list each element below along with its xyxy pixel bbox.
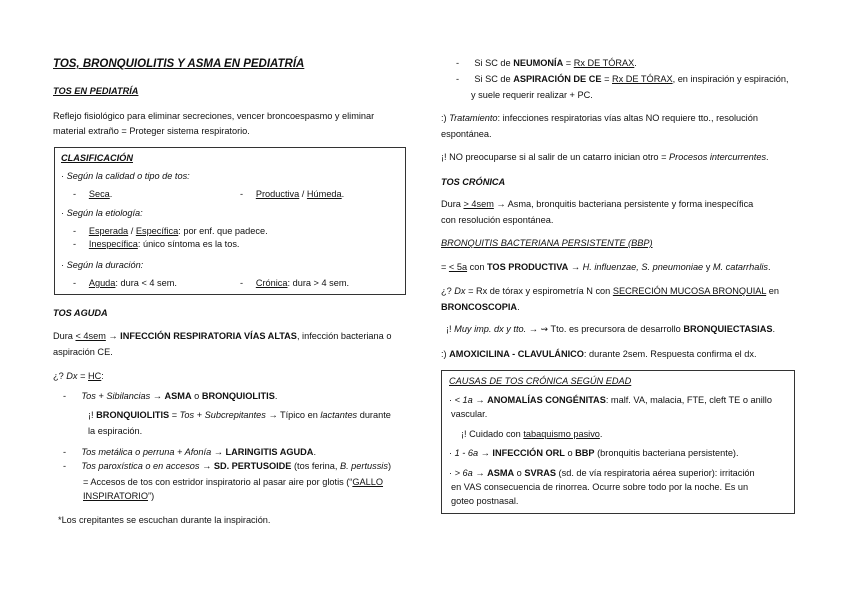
dx-term: Dx (454, 286, 466, 296)
aguda-dura-line (53, 331, 391, 341)
tratamiento-term: Tratamiento (449, 113, 498, 123)
arrow: → (478, 448, 493, 458)
heading-tos-cronica: TOS CRÓNICA (441, 177, 506, 187)
text: = (563, 58, 574, 68)
text: y (703, 262, 713, 272)
text: durante (357, 410, 391, 420)
asma-term: ASMA (164, 391, 192, 401)
inespecifica-item: - Inespecífica: único síntoma es la tos. (73, 239, 240, 249)
intro-line-1: Reflejo fisiológico para eliminar secreciones, vencer broncoespasmo y eliminar (53, 111, 375, 121)
text: : (101, 371, 104, 381)
tos-productiva-term: TOS PRODUCTIVA (486, 262, 569, 272)
text: = (77, 371, 88, 381)
bbp-line (441, 262, 771, 272)
dura-value: > 4sem (463, 199, 494, 209)
text: . (599, 429, 603, 439)
bullet-neumonia: - Si SC de NEUMONÍA = Rx DE TÓRAX. (456, 58, 637, 68)
broncoscopia-term: BRONCOSCOPIA (441, 302, 518, 312)
pertusoide-line-2 (83, 477, 383, 487)
tratamiento-line-2: espontánea. (441, 129, 492, 139)
text: · (449, 448, 455, 458)
cronica-dura-line-2: con resolución espontánea. (441, 215, 554, 225)
age-term: 1 - 6a (454, 448, 479, 458)
anomalias-term: ANOMALÍAS CONGÉNITAS (487, 395, 606, 405)
text: · (449, 395, 455, 405)
dura-value: < 4sem (75, 331, 106, 341)
text: B. pertussis (339, 461, 388, 471)
text: : durante 2sem. Respuesta confirma el dx. (583, 349, 757, 359)
footnote: *Los crepitantes se escuchan durante la inspiración. (58, 515, 271, 525)
productiva-item: - Productiva / Húmeda. (240, 189, 345, 199)
classification-heading: CLASIFICACIÓN (61, 153, 133, 163)
cause-under-1-line-2: vascular. (451, 409, 488, 419)
heading-tos-pediatria: TOS EN PEDIATRÍA (53, 86, 139, 96)
arrow: → (472, 468, 488, 478)
text: Si SC de (474, 74, 514, 84)
aguda-dura-line-2: aspiración CE. (53, 347, 113, 357)
arrow: → (472, 395, 488, 405)
cronica-term: Crónica (255, 278, 288, 288)
text: Tto. es precursora de desarrollo (548, 324, 684, 334)
text: M. catarrhalis (712, 262, 769, 272)
arrow: → (211, 447, 226, 457)
asma-term: ASMA (487, 468, 515, 478)
tabaquismo-term: tabaquismo pasivo (523, 429, 600, 439)
text: (sd. de vía respiratoria aérea superior): irritación (556, 468, 755, 478)
page-title: TOS, BRONQUIOLITIS Y ASMA EN PEDIATRÍA (53, 58, 305, 70)
rx-torax-term: Rx DE TÓRAX (612, 74, 673, 84)
text: = Accesos de tos con estridor inspiratorio al pasar aire por glotis (“ (83, 477, 353, 487)
aspiracion-term: ASPIRACIÓN DE CE (513, 74, 602, 84)
dx-term: Dx (66, 371, 78, 381)
arrow: → (199, 461, 214, 471)
dx-bbp-line-2 (441, 302, 520, 312)
laringitis-term: LARINGITIS AGUDA (225, 447, 314, 457)
text: : malf. VA, malacia, FTE, cleft TE o anillo (605, 395, 772, 405)
cause-over-6-line-2: en VAS consecuencia de rinorrea. Ocurre sobre todo por la noche. Es un (451, 482, 749, 492)
text: ) (387, 461, 391, 471)
cronica-desc: : dura > 4 sem. (287, 278, 350, 288)
bbp-term: BBP (575, 448, 595, 458)
text: , infección bacteriana o (296, 331, 392, 341)
text: Tos metálica o perruna + Afonía (81, 447, 212, 457)
squiggle-arrow-icon: ⇝ (540, 324, 549, 334)
text: :) (441, 349, 450, 359)
esperada-desc: : por enf. que padece. (178, 226, 268, 236)
calidad-label: · Según la calidad o tipo de tos: (61, 171, 190, 181)
text: Tos paroxística o en accesos (81, 461, 200, 471)
text: → Típico en (265, 410, 321, 420)
cronica-item: - Crónica: dura > 4 sem. (240, 278, 350, 288)
bullet-laringitis: - Tos metálica o perruna + Afonía → LARINGITIS AGUDA. (63, 447, 317, 457)
pertusoide-line-3 (83, 491, 154, 501)
seca-term: Seca (88, 189, 110, 199)
bronquiectasias-term: BRONQUIECTASIAS (683, 324, 773, 334)
intro-line-2: material extraño = Proteger sistema respiratorio. (53, 126, 250, 136)
text: o (514, 468, 525, 478)
inespecifica-term: Inespecífica (88, 239, 138, 249)
cause-note (461, 429, 602, 439)
text: = Rx de tórax y espirometría N con (465, 286, 613, 296)
pertusoide-term: SD. PERTUSOIDE (213, 461, 292, 471)
text: . (768, 262, 771, 272)
text: Muy imp. dx y tto. (454, 324, 527, 334)
inspiratorio-term: INSPIRATORIO (83, 491, 149, 501)
text: . (517, 302, 520, 312)
note-bronquiolitis (88, 410, 391, 420)
amoxicilina-line (441, 349, 757, 359)
text: , en inspiración y espiración, (672, 74, 789, 84)
cause-over-6 (449, 468, 755, 478)
dx-line (53, 371, 104, 381)
aspiracion-line-2: y suele requerir realizar + PC. (471, 90, 593, 100)
arrow: → (568, 262, 583, 272)
heading-bbp: BRONQUITIS BACTERIANA PERSISTENTE (BBP) (441, 238, 653, 248)
age-term: < 1a (454, 395, 473, 405)
text: o (191, 391, 202, 401)
text: : infecciones respiratorias vías altas NO requiere tto., resolución (497, 113, 758, 123)
heading-tos-aguda: TOS AGUDA (53, 308, 108, 318)
text: = (169, 410, 180, 420)
esperada-term: Esperada (88, 226, 129, 236)
text: ¡! (88, 410, 97, 420)
text: (tos ferina, (291, 461, 340, 471)
gallo-term: GALLO (352, 477, 384, 487)
dx-bbp-line (441, 286, 779, 296)
text: = (601, 74, 612, 84)
age-term: > 6a (454, 468, 473, 478)
svras-term: SVRAS (524, 468, 556, 478)
text: ¡! Cuidado con (461, 429, 524, 439)
text: . (772, 324, 776, 334)
bullet-pertusoide: - Tos paroxística o en accesos → SD. PERTUSOIDE (tos ferina, B. pertussis) (63, 461, 391, 471)
text: ¡! NO preocuparse si al salir de un catarro inician otro = (441, 152, 670, 162)
infeccion-orl-term: INFECCIÓN ORL (492, 448, 565, 458)
hc-term: HC (88, 371, 102, 381)
rx-torax-term: Rx DE TÓRAX (573, 58, 635, 68)
secrecion-term: SECRECIÓN MUCOSA BRONQUIAL (612, 286, 767, 296)
ira-term: INFECCIÓN RESPIRATORIA VÍAS ALTAS (120, 331, 297, 341)
note-bronquiolitis-line-2: la espiración. (88, 426, 143, 436)
bullet-asma: - Tos + Sibilancias → ASMA o BRONQUIOLITIS. (63, 391, 278, 401)
text: = (441, 262, 449, 272)
inespecifica-desc: : único síntoma es la tos. (137, 239, 240, 249)
neumonia-term: NEUMONÍA (513, 58, 564, 68)
text: con (467, 262, 487, 272)
text: Dura (441, 199, 464, 209)
cronica-dura-line (441, 199, 753, 209)
warning-line (441, 152, 769, 162)
cause-1-6 (449, 448, 739, 458)
text: . (274, 391, 278, 401)
text: Tos + Subcrepitantes (179, 410, 266, 420)
aguda-item: - Aguda: dura < 4 sem. (73, 278, 177, 288)
text: o (564, 448, 576, 458)
productiva-term: Productiva (255, 189, 300, 199)
text: ”) (148, 491, 155, 501)
text: Tos + Sibilancias (81, 391, 151, 401)
bronquiolitis-term: BRONQUIOLITIS (201, 391, 275, 401)
text: Dura (53, 331, 76, 341)
text: . (766, 152, 769, 162)
bullet-aspiracion: - Si SC de ASPIRACIÓN DE CE = Rx DE TÓRAX, en inspiración y espiración, (456, 74, 789, 84)
humeda-term: Húmeda (306, 189, 342, 199)
tratamiento-line (441, 113, 758, 123)
text: . (313, 447, 317, 457)
text: Si SC de (474, 58, 514, 68)
text: ¡! (446, 324, 455, 334)
cause-over-6-line-3: goteo postnasal. (451, 496, 519, 506)
text: ¿? (441, 286, 455, 296)
text: H. influenzae, S. pneumoniae (582, 262, 704, 272)
cause-under-1 (449, 395, 772, 405)
duracion-label: · Según la duración: (61, 260, 144, 270)
arrow: → (105, 331, 121, 341)
text: en (766, 286, 779, 296)
text: ¿? (53, 371, 67, 381)
arrow: → (150, 391, 165, 401)
amoxicilina-term: AMOXICILINA - CLAVULÁNICO (449, 349, 584, 359)
bronquiolitis-term: BRONQUIOLITIS (96, 410, 170, 420)
text: → Asma, bronquitis bacteriana persistente y forma inespecífica (493, 199, 754, 209)
important-line (446, 324, 775, 335)
text: (bronquitis bacteriana persistente). (594, 448, 739, 458)
especifica-term: Específica (135, 226, 179, 236)
causes-heading: CAUSAS DE TOS CRÓNICA SEGÚN EDAD (449, 376, 632, 386)
classification-box (54, 147, 406, 295)
causes-box (441, 370, 795, 514)
intercurrentes-term: Procesos intercurrentes (669, 152, 767, 162)
text: . (634, 58, 637, 68)
etiologia-label: · Según la etiología: (61, 208, 143, 218)
text: :) (441, 113, 450, 123)
arrow: → (526, 324, 541, 334)
text: lactantes (320, 410, 358, 420)
esperada-item: - Esperada / Específica: por enf. que padece. (73, 226, 268, 236)
aguda-term: Aguda (88, 278, 116, 288)
seca-item: - Seca. (73, 189, 113, 199)
age-term: < 5a (448, 262, 468, 272)
text: · (449, 468, 455, 478)
aguda-desc: : dura < 4 sem. (115, 278, 177, 288)
